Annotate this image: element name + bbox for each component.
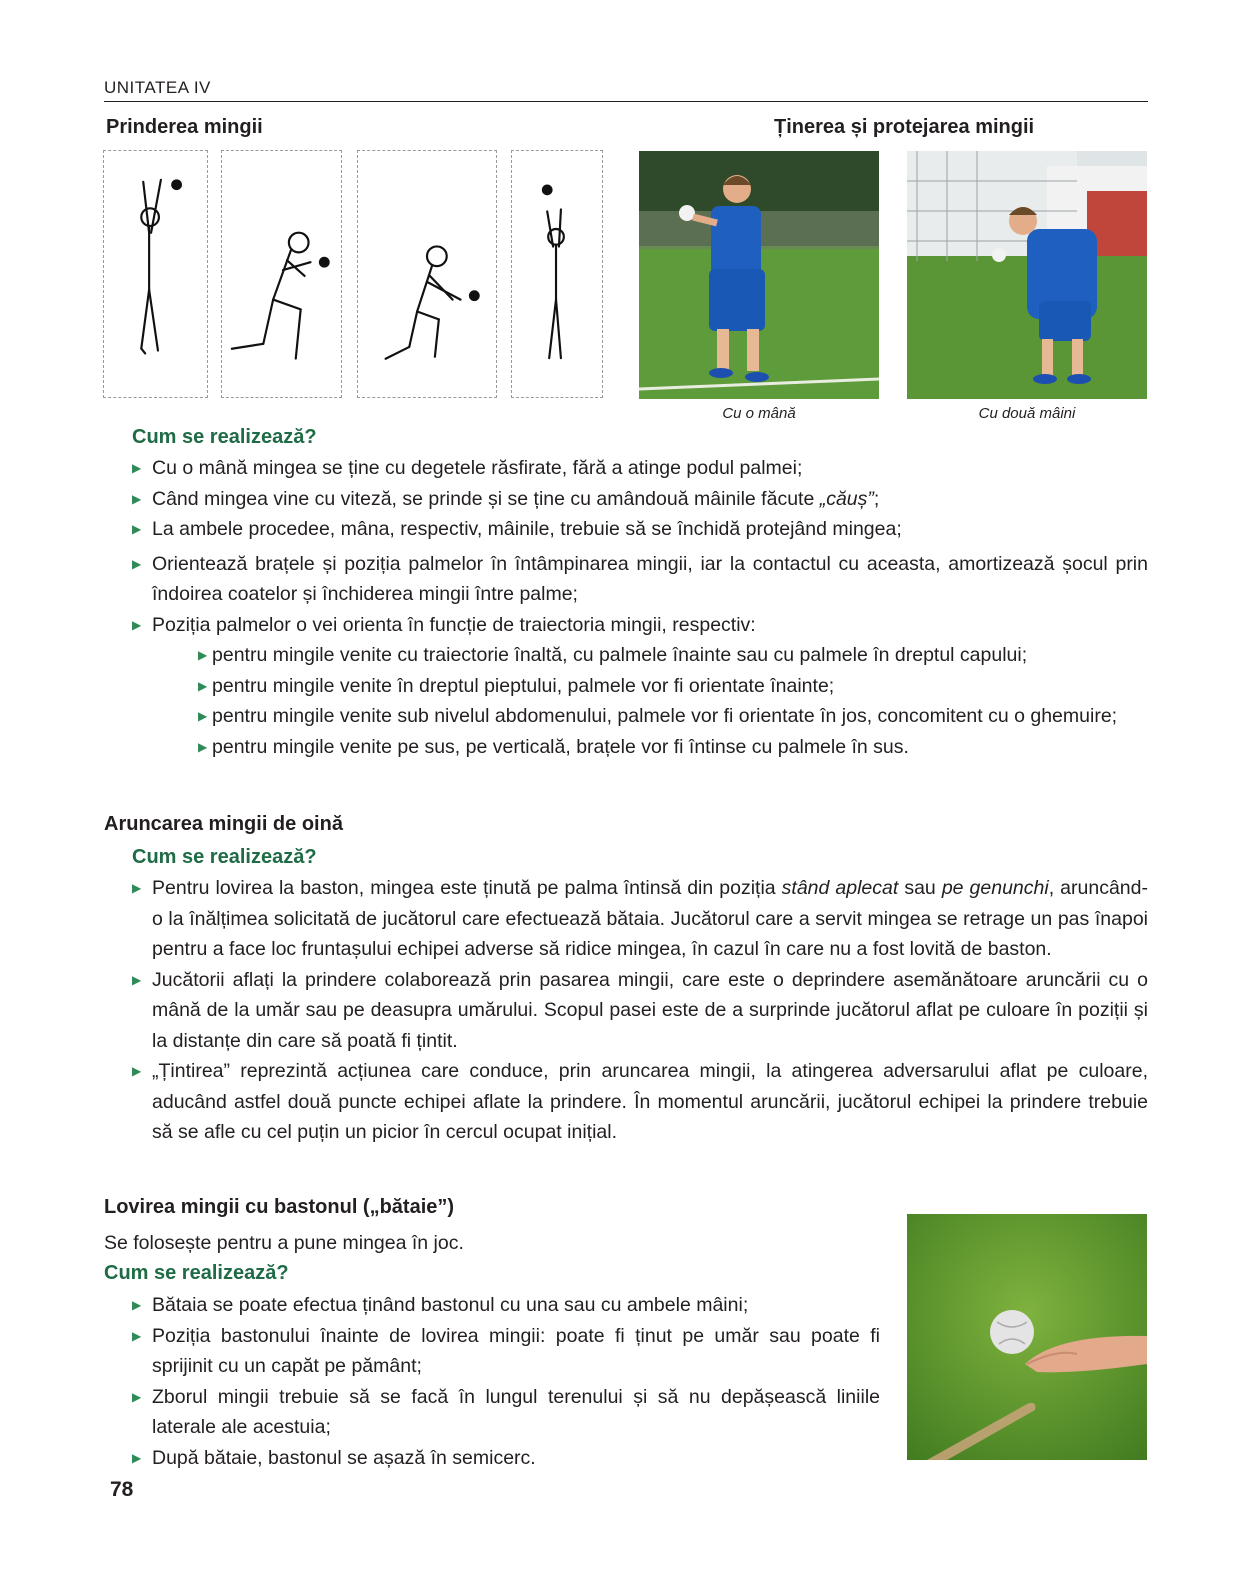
section-title-holding: Ținerea și protejarea mingii — [774, 116, 1035, 138]
photo-one-hand-hold — [639, 151, 879, 399]
bullet-arrow-icon: ▶ — [132, 1389, 142, 1404]
sub-list-item: ▶ pentru mingile venite sub nivelul abdomenului, palmele vor fi orientate în jos, concomitent cu o ghemuire; — [196, 701, 1148, 732]
list-item: ▶ Pentru lovirea la baston, mingea este ținută pe palma întinsă din poziția stând aplecat sau pe genunchi, aruncând-o la înălțimea solicitată de jucătorul care efectuează bătaia. Jucătorul care a servit mingea se retrage un pas înapoi pentru a face loc fruntașului echipei adverse să ridice mingea, în cazul în care nu a fost lovită de baston. — [130, 873, 1148, 965]
page-number: 78 — [110, 1478, 134, 1501]
list-item: ▶ Când mingea vine cu viteză, se prinde și se ține cu amândouă mâinile făcute „căuș”; — [130, 484, 1148, 515]
stick-figure-catch-vertical — [512, 151, 602, 397]
bullet-arrow-icon: ▶ — [132, 491, 142, 506]
photo-two-hands-hold — [907, 151, 1147, 399]
stick-figure-panel-4 — [511, 150, 603, 398]
bullet-arrow-icon: ▶ — [198, 678, 208, 693]
bullet-arrow-icon: ▶ — [132, 1450, 142, 1465]
bullet-arrow-icon: ▶ — [132, 1328, 142, 1343]
catching-bullets — [130, 453, 1148, 762]
bullet-arrow-icon: ▶ — [198, 709, 208, 723]
section-title-throwing: Aruncarea mingii de oină — [104, 813, 343, 835]
list-item: ▶ Bătaia se poate efectua ținând bastonul cu una sau cu ambele mâini; — [130, 1290, 880, 1321]
stick-figure-catch-kneeling-low — [222, 151, 341, 397]
bullet-arrow-icon: ▶ — [132, 617, 142, 632]
list-item: ▶ Cu o mână mingea se ține cu degetele răsfirate, fără a atinge podul palmei; — [130, 453, 1148, 484]
section-title-catching: Prinderea mingii — [106, 116, 263, 138]
batting-intro: Se folosește pentru a pune mingea în joc. — [104, 1232, 464, 1254]
sub-list-item: ▶ pentru mingile venite în dreptul pieptului, palmele vor fi orientate înainte; — [196, 671, 1148, 702]
photo-ball-and-bat — [907, 1214, 1147, 1460]
bullet-arrow-icon: ▶ — [132, 972, 142, 987]
stick-figure-panel-1 — [103, 150, 208, 398]
bullet-arrow-icon: ▶ — [132, 556, 142, 571]
list-item: ▶ Poziția palmelor o vei orienta în funcție de traiectoria mingii, respectiv: — [130, 610, 1148, 641]
unit-header: UNITATEA IV — [104, 78, 211, 97]
section-title-batting: Lovirea mingii cu bastonul („bătaie”) — [104, 1196, 455, 1218]
bullet-arrow-icon: ▶ — [132, 461, 142, 475]
bullet-arrow-icon: ▶ — [132, 1064, 142, 1078]
throwing-bullets — [130, 873, 1148, 1148]
sub-list-item: ▶ pentru mingile venite pe sus, pe verticală, brațele vor fi întinse cu palmele în sus. — [196, 732, 1148, 763]
bullet-arrow-icon: ▶ — [198, 648, 208, 662]
bullet-arrow-icon: ▶ — [132, 1298, 142, 1312]
how-heading-3: Cum se realizează? — [104, 1262, 289, 1284]
list-item: ▶ „Țintirea” reprezintă acțiunea care conduce, prin aruncarea mingii, la atingerea adversarului aflat pe culoare, aducând astfel două puncte echipei aflate la prindere. În momentul aruncării, jucătorul echipei la prindere trebuie să se afle cu cel puțin un picior în cercul ocupat inițial. — [130, 1056, 1148, 1148]
caption-two-hands: Cu două mâini — [978, 405, 1076, 422]
list-item: ▶ La ambele procedee, mâna, respectiv, mâinile, trebuie să se închidă protejând mingea; — [130, 514, 1148, 545]
batting-bullets — [130, 1290, 880, 1473]
list-item: ▶ După bătaie, bastonul se așază în semicerc. — [130, 1443, 880, 1474]
bullet-arrow-icon: ▶ — [132, 881, 142, 895]
list-item: ▶ Poziția bastonului înainte de lovirea mingii: poate fi ținut pe umăr sau poate fi sprijinit cu un capăt pe pământ; — [130, 1321, 880, 1382]
list-item: ▶ Jucătorii aflați la prindere colaborează prin pasarea mingii, care este o deprindere asemănătoare aruncării cu o mână de la umăr sau pe deasupra umărului. Scopul pasei este de a surprinde jucătorul aflat pe culoare în poziții și la distanțe din care să poată fi țintit. — [130, 965, 1148, 1057]
stick-figure-catch-overhead — [104, 151, 207, 397]
header-rule — [104, 101, 1148, 102]
sub-list-item: ▶ pentru mingile venite cu traiectorie înaltă, cu palmele înainte sau cu palmele în dreptul capului; — [196, 640, 1148, 671]
bullet-arrow-icon: ▶ — [132, 522, 142, 536]
stick-figure-panel-3 — [357, 150, 497, 398]
list-item: ▶ Orientează brațele și poziția palmelor în întâmpinarea mingii, iar la contactul cu aceasta, amortizează șocul prin îndoirea coatelor și închiderea mingii între palme; — [130, 549, 1148, 610]
stick-figure-panel-2 — [221, 150, 342, 398]
how-heading-2: Cum se realizează? — [132, 846, 317, 868]
stick-figure-catch-kneeling-side — [358, 151, 496, 397]
list-item: ▶ Zborul mingii trebuie să se facă în lungul terenului și să nu depășească liniile laterale ale acestuia; — [130, 1382, 880, 1443]
bullet-arrow-icon: ▶ — [198, 739, 208, 754]
caption-one-hand: Cu o mână — [722, 405, 796, 422]
how-heading-1: Cum se realizează? — [132, 426, 317, 448]
